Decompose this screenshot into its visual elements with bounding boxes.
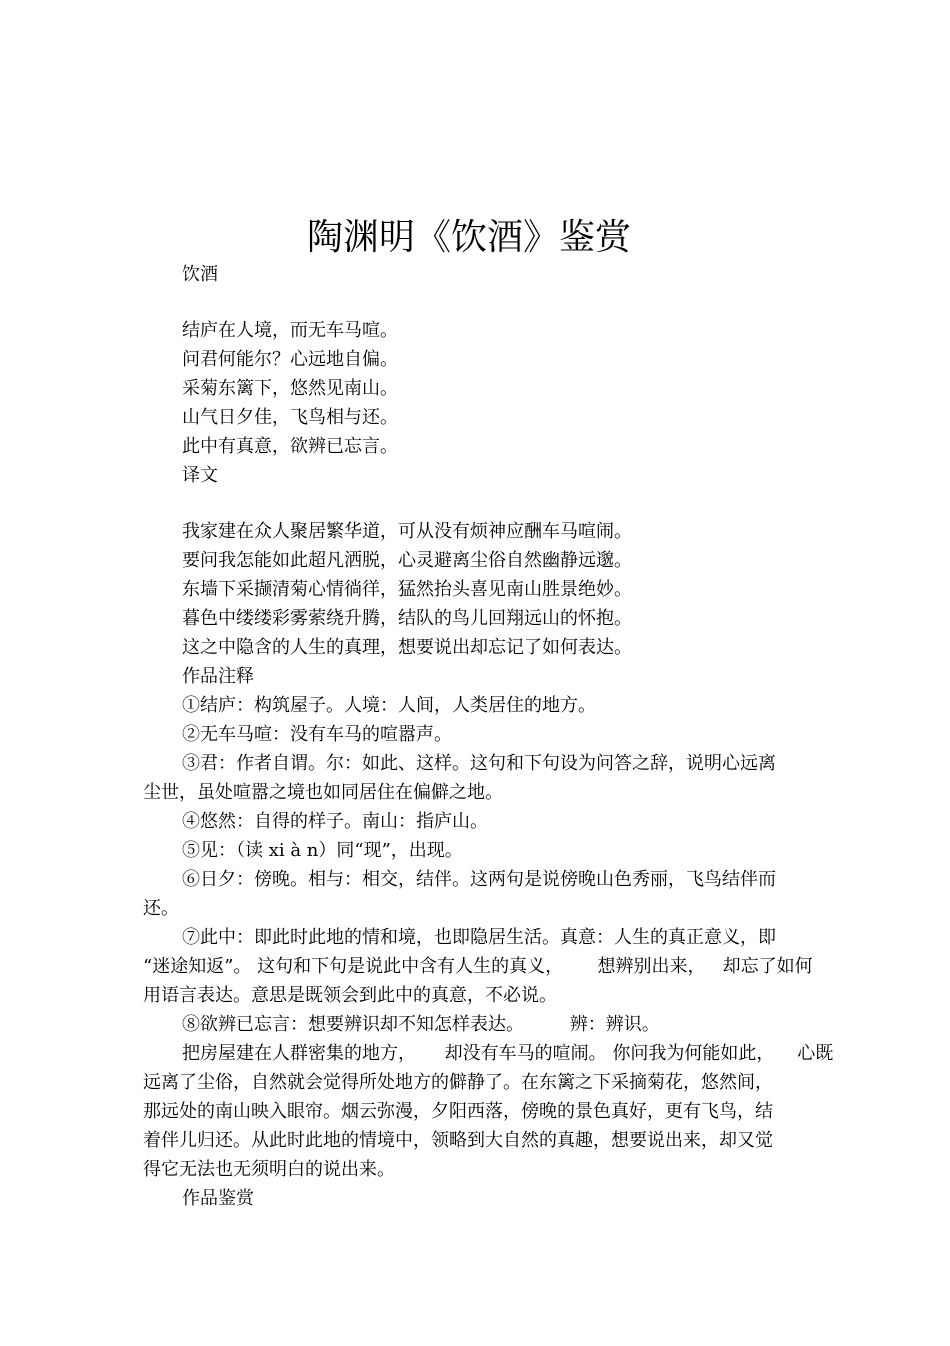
translation-line: 这之中隐含的人生的真理，想要说出却忘记了如何表达。 (182, 637, 632, 658)
poem-line: 山气日夕佳，飞鸟相与还。 (182, 407, 398, 428)
note-item-continuation: 还。 (143, 898, 179, 919)
paragraph-line: 得它无法也无须明白的说出来。 (143, 1159, 395, 1180)
translation-heading: 译文 (182, 465, 218, 486)
poem-line: 结庐在人境，而无车马喧。 (182, 320, 398, 341)
note-item-continuation: 尘世，虽处喧嚣之境也如同居住在偏僻之地。 (143, 782, 503, 803)
note-item: ⑦此中：即此时此地的情和境，也即隐居生活。真意：人生的真正意义，即 (182, 927, 776, 948)
paragraph-line: 那远处的南山映入眼帘。烟云弥漫，夕阳西落，傍晚的景色真好，更有飞鸟，结 (143, 1101, 773, 1122)
note-item: ⑥日夕：傍晚。相与：相交，结伴。这两句是说傍晚山色秀丽，飞鸟结伴而 (182, 869, 776, 890)
appreciation-heading: 作品鉴赏 (182, 1188, 254, 1209)
translation-line: 我家建在众人聚居繁华道，可从没有烦神应酬车马喧闹。 (182, 521, 632, 542)
note-item: ②无车马喧：没有车马的喧嚣声。 (182, 724, 452, 745)
translation-line: 东墙下采撷清菊心情徜徉，猛然抬头喜见南山胜景绝妙。 (182, 579, 632, 600)
note-item: ③君：作者自谓。尔：如此、这样。这句和下句设为问答之辞，说明心远离 (182, 753, 776, 774)
note-item: ①结庐：构筑屋子。人境：人间，人类居住的地方。 (182, 695, 596, 716)
paragraph-line: 远离了尘俗，自然就会觉得所处地方的僻静了。在东篱之下采摘菊花，悠然间， (143, 1072, 773, 1093)
translation-line: 要问我怎能如此超凡洒脱，心灵避离尘俗自然幽静远邈。 (182, 550, 632, 571)
note-item-continuation: “迷途知返”。 这句和下句是说此中含有人生的真义， 想辨别出来， 却忘了如何 (143, 956, 813, 977)
document-title: 陶渊明《饮酒》鉴赏 (306, 217, 631, 258)
poem-line: 问君何能尔？心远地自偏。 (182, 349, 398, 370)
poem-line: 采菊东篱下，悠然见南山。 (182, 378, 398, 399)
paragraph-line: 着伴儿归还。从此时此地的情境中，领略到大自然的真趣，想要说出来，却又觉 (143, 1130, 773, 1151)
poem-line: 此中有真意，欲辨已忘言。 (182, 436, 398, 457)
translation-line: 暮色中缕缕彩雾萦绕升腾，结队的鸟儿回翔远山的怀抱。 (182, 608, 632, 629)
note-item: ⑧欲辨已忘言：想要辨识却不知怎样表达。 辨：辨识。 (182, 1014, 660, 1035)
notes-heading: 作品注释 (182, 666, 254, 687)
note-item: ④悠然：自得的样子。南山：指庐山。 (182, 811, 488, 832)
paragraph-line: 把房屋建在人群密集的地方， 却没有车马的喧闹。 你问我为何能如此， 心既 (182, 1043, 834, 1064)
poem-heading: 饮酒 (182, 264, 218, 285)
note-item: ⑤见：（读 xi à n）同“现”，出现。 (182, 840, 463, 861)
note-item-continuation: 用语言表达。意思是既领会到此中的真意，不必说。 (143, 985, 557, 1006)
